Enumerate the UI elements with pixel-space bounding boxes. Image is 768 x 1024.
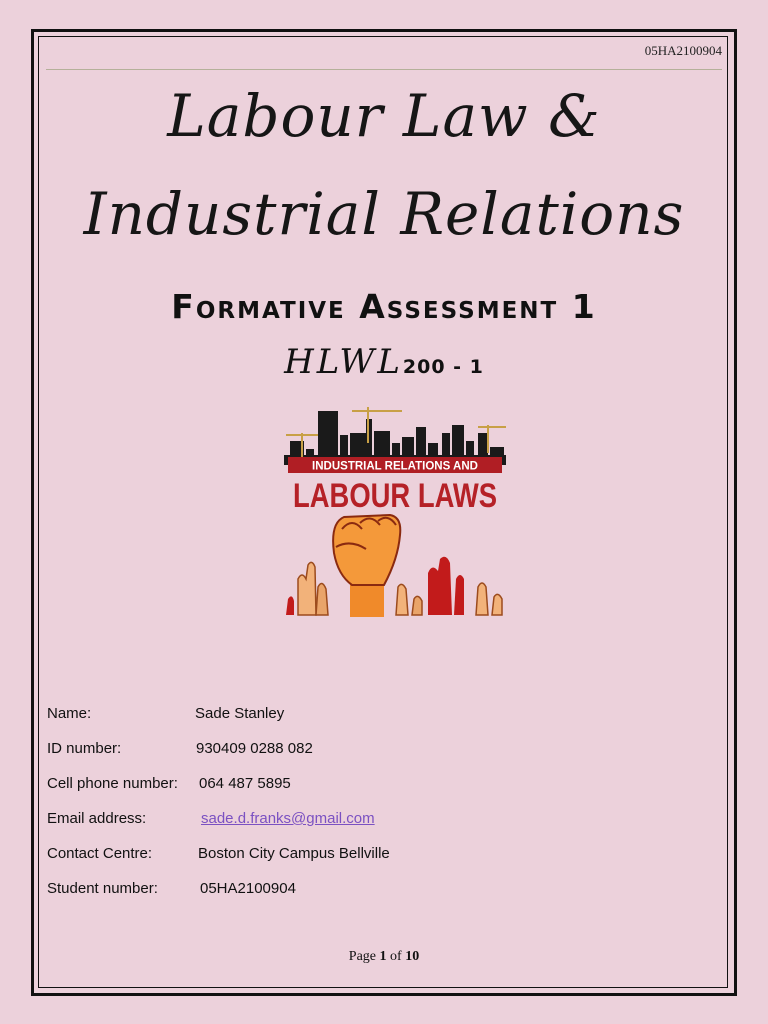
page-word: Page [348, 949, 377, 964]
title-line-2: Industrial Relations [83, 180, 685, 248]
contact-centre-label: Contact Centre: [47, 845, 153, 862]
name-label: Name: [47, 705, 92, 722]
raised-fist-icon [333, 515, 400, 617]
labour-laws-logo [282, 403, 508, 615]
course-code [0, 342, 768, 382]
student-number-value: 05HA2100904 [200, 880, 296, 897]
id-number-value: 930409 0288 082 [196, 740, 313, 757]
logo-banner-text: INDUSTRIAL RELATIONS AND [312, 460, 478, 473]
course-code-number: 200 - 1 [402, 356, 484, 378]
of-word: of [390, 949, 402, 964]
page-number [0, 949, 768, 965]
cell-phone-label: Cell phone number: [47, 775, 178, 792]
email-label: Email address: [47, 810, 147, 827]
cell-phone-value: 064 487 5895 [199, 775, 291, 792]
logo-main-text: LABOUR LAWS [293, 477, 497, 515]
student-number-label: Student number: [47, 880, 158, 897]
header-student-code: 05HA2100904 [644, 43, 722, 58]
raised-hands-icon [286, 557, 502, 615]
email-link[interactable]: sade.d.franks@gmail.com [201, 810, 375, 827]
name-value: Sade Stanley [195, 705, 285, 722]
assessment-subtitle: Formative Assessment 1 [171, 287, 597, 326]
title-line-1: Labour Law & [167, 82, 601, 150]
city-skyline-icon [284, 411, 506, 465]
total-pages: 10 [405, 949, 420, 964]
current-page: 1 [379, 949, 387, 964]
id-number-label: ID number: [47, 740, 122, 757]
course-code-letters: HLWL [284, 342, 403, 382]
header-divider [46, 69, 722, 70]
contact-centre-value: Boston City Campus Bellville [198, 845, 390, 862]
